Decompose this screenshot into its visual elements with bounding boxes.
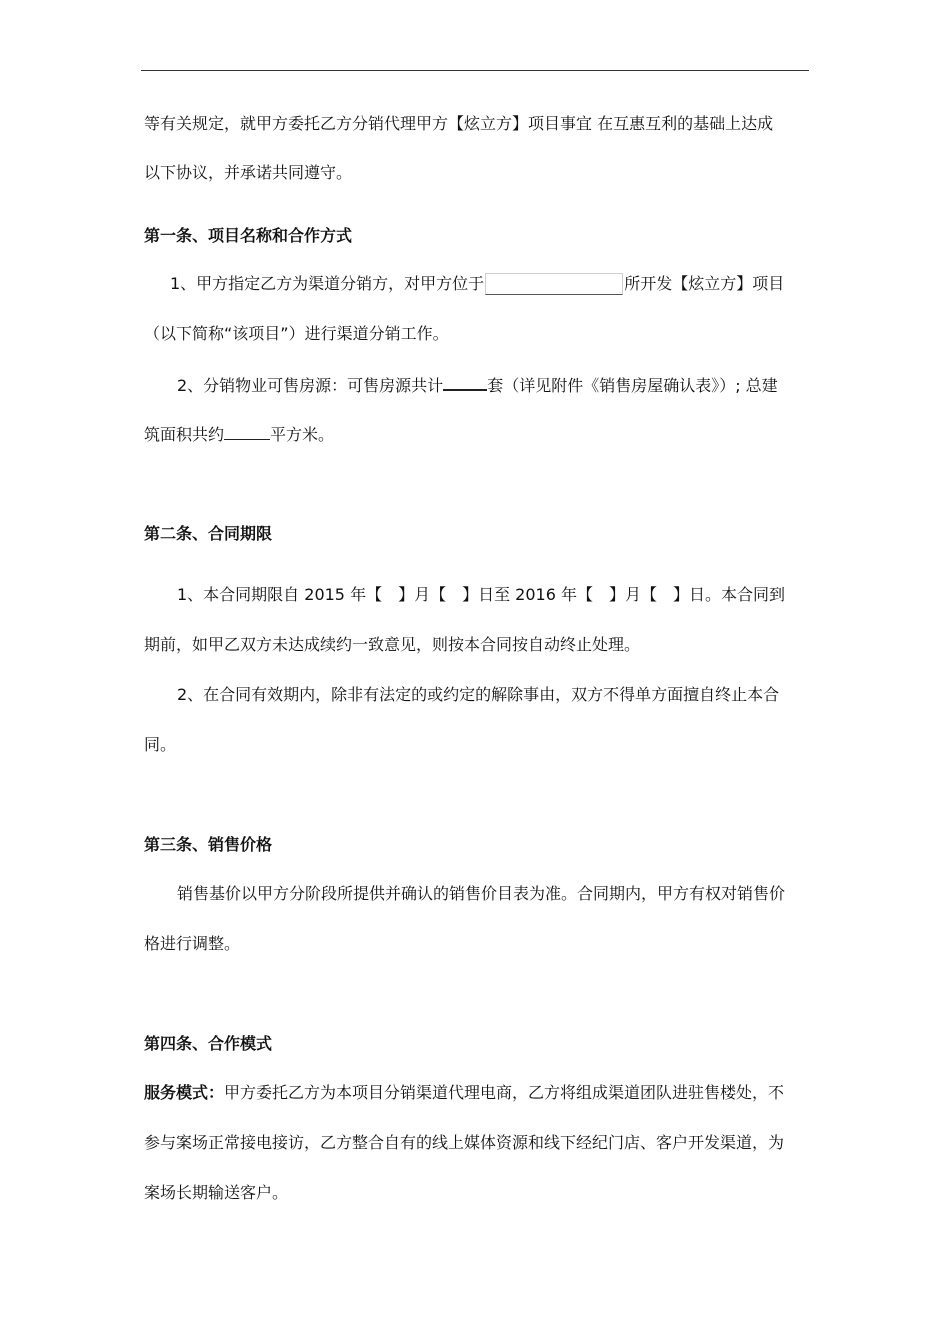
section1-item2-line1 (177, 373, 778, 397)
service-mode-label: 服务模式： (144, 1083, 225, 1102)
section4-heading-text: 第四条、合作模式 (144, 1034, 273, 1053)
intro-line-2 (144, 162, 352, 184)
section2-heading (144, 523, 272, 545)
section1-item1-line2 (144, 323, 449, 345)
section2-item1-text-b: 期前，如甲乙双方未达成续约一致意见，则按本合同按自动终止处理。 (144, 635, 641, 654)
section1-heading-text: 第一条、项目名称和合作方式 (144, 226, 353, 245)
section2-item1-text-a: 1、本合同期限自 2015 年【 】月【 】日至 2016 年【 】月【 】日。本合同到 (177, 585, 785, 604)
section4-heading (144, 1033, 272, 1055)
location-blank-field[interactable] (485, 273, 623, 295)
section3-para-line1 (177, 883, 785, 905)
section4-para-line1 (144, 1082, 784, 1104)
section1-item2-text-d: 平方米。 (270, 425, 335, 444)
header-rule (141, 70, 809, 71)
section1-item2-text-c: 筑面积共约 (144, 425, 225, 444)
section1-item1-line1 (170, 273, 784, 295)
section1-item1-text-a: 1、甲方指定乙方为渠道分销方，对甲方位于 (170, 274, 485, 293)
section2-item2-text-a: 2、在合同有效期内，除非有法定的或约定的解除事由，双方不得单方面擅自终止本合 (177, 685, 780, 704)
section2-item1-line1 (177, 584, 785, 606)
intro-text-2: 以下协议，并承诺共同遵守。 (144, 163, 353, 182)
section1-item2-text-a: 2、分销物业可售房源：可售房源共计 (177, 376, 444, 395)
section3-text-b: 格进行调整。 (144, 934, 241, 953)
section4-text-c: 案场长期输送客户。 (144, 1183, 289, 1202)
area-blank-field[interactable] (224, 423, 270, 440)
section1-item1-text-c: （以下简称“该项目”）进行渠道分销工作。 (144, 324, 449, 343)
intro-text-1: 等有关规定，就甲方委托乙方分销代理甲方【炫立方】项目事宜 在互惠互利的基础上达成 (144, 114, 774, 133)
section1-item2-text-b: 套（详见附件《销售房屋确认表》）; 总建 (487, 376, 778, 395)
section1-item1-text-b: 所开发【炫立方】项目 (624, 274, 785, 293)
section3-heading-text: 第三条、销售价格 (144, 835, 273, 854)
section2-item2-line1 (177, 684, 779, 706)
section2-heading-text: 第二条、合同期限 (144, 524, 273, 543)
section1-heading (144, 225, 352, 247)
section2-item2-line2 (144, 734, 176, 756)
section2-item1-line2 (144, 634, 640, 656)
section3-text-a: 销售基价以甲方分阶段所提供并确认的销售价目表为准。合同期内，甲方有权对销售价 (177, 884, 786, 903)
units-blank-field[interactable] (443, 373, 487, 391)
section2-item2-text-b: 同。 (144, 735, 177, 754)
section1-item2-line2 (144, 423, 334, 446)
intro-line-1 (144, 113, 773, 135)
section4-para-line2 (144, 1132, 784, 1154)
section3-heading (144, 834, 272, 856)
section4-text-a: 甲方委托乙方为本项目分销渠道代理电商，乙方将组成渠道团队进驻售楼处，不 (224, 1083, 785, 1102)
section4-para-line3 (144, 1182, 288, 1204)
section3-para-line2 (144, 933, 240, 955)
section4-text-b: 参与案场正常接电接访，乙方整合自有的线上媒体资源和线下经纪门店、客户开发渠道，为 (144, 1133, 785, 1152)
